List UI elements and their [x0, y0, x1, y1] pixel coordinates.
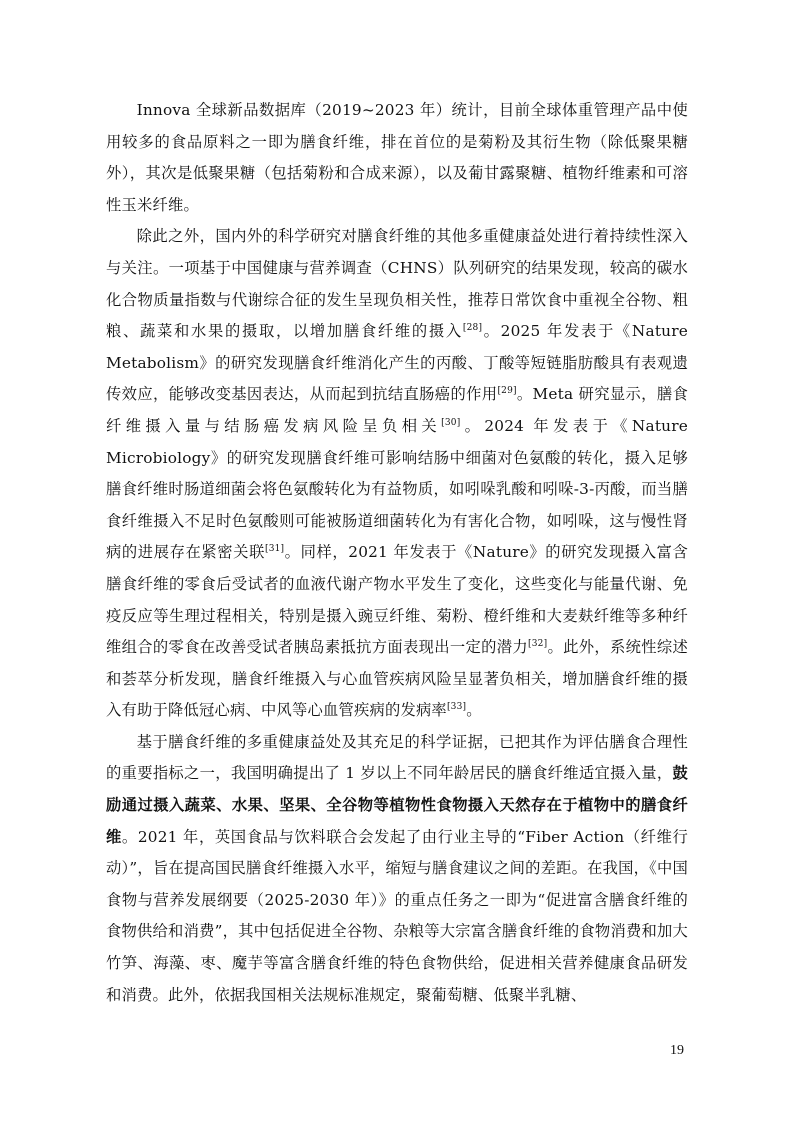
text-run: 基于膳食纤维的多重健康益处及其充足的科学证据，已把其作为评估膳食合理性的重要指标之一，我国明确提出了 1 岁以上不同年龄居民的膳食纤维适宜摄入量，	[106, 732, 688, 783]
text-run: 。此外，系统性综述和荟萃分析发现，膳食纤维摄入与心血管疾病风险呈显著负相关，增加膳食纤维的摄入有助于降低冠心病、中风等心血管疾病的发病率	[106, 638, 688, 720]
page-number: 19	[670, 1043, 684, 1058]
text-run: Innova 全球新品数据库（2019~2023 年）统计，目前全球体重管理产品中使用较多的食品原料之一即为膳食纤维，排在首位的是菊粉及其衍生物（除低聚果糖外），其次是低聚果糖（包括菊粉和合成来源），以及葡甘露聚糖、植物纤维素和可溶性玉米纤维。	[106, 101, 688, 214]
paragraph-3	[106, 727, 688, 1011]
text-run: 。2021 年，英国食品与饮料联合会发起了由行业主导的“Fiber Action（纤维行动）”，旨在提高国民膳食纤维摄入水平，缩短与膳食建议之间的差距。在我国，《中国食物与营养发展纲要（2025-2030 年）》的重点任务之一即为“促进富含膳食纤维的食物供给和消费”，其中包括促进全谷物、杂粮等大宗富含膳食纤维的食物消费和加大竹笋、海藻、枣、魔芋等富含膳食纤维的特色食物供给，促进相关营养健康食品研发和消费。此外，依据我国相关法规标准规定，聚葡萄糖、低聚半乳糖、	[106, 827, 689, 1004]
citation-ref: [28]	[462, 323, 483, 334]
text-run: 除此之外，国内外的科学研究对膳食纤维的其他多重健康益处进行着持续性深入与关注。一项基于中国健康与营养调查（CHNS）队列研究的结果发现，较高的碳水化合物质量指数与代谢综合征的发生呈现负相关性，推荐日常饮食中重视全谷物、粗粮、蔬菜和水果的摄取，以增加膳食纤维的摄入	[106, 227, 688, 341]
citation-ref: [30]	[441, 417, 461, 428]
citation-ref: [32]	[528, 639, 548, 650]
text-run: 。2025 年发表于《Nature Metabolism》的研究发现膳食纤维消化产生的丙酸、丁酸等短链脂肪酸具有表观遗传效应，能够改变基因表达，从而起到抗结直肠癌的作用	[106, 322, 688, 404]
text-run: 。	[466, 701, 482, 720]
text-run: 。2024 年发表于《Nature Microbiology》的研究发现膳食纤维可影响结肠中细菌对色氨酸的转化，摄入足够膳食纤维时肠道细菌会将色氨酸转化为有益物质，如吲哚乳酸和吲哚-3-丙酸，而当膳食纤维摄入不足时色氨酸则可能被肠道细菌转化为有害化合物，如吲哚，这与慢性肾病的进展存在紧密关联	[106, 416, 688, 562]
paragraph-2	[106, 221, 688, 727]
paragraph-1	[106, 95, 688, 221]
citation-ref: [29]	[497, 386, 517, 397]
text-run: 。同样，2021 年发表于《Nature》的研究发现摄入富含膳食纤维的零食后受试者的血液代谢产物水平发生了变化，这些变化与能量代谢、免疫反应等生理过程相关，特别是摄入豌豆纤维、菊粉、橙纤维和大麦麸纤维等多种纤维组合的零食在改善受试者胰岛素抵抗方面表现出一定的潜力	[106, 543, 688, 657]
citation-ref: [33]	[446, 702, 467, 713]
text-run: 。Meta 研究显示，膳食纤维摄入量与结肠癌发病风险呈负相关	[106, 385, 688, 435]
emphasis-text: 鼓励通过摄入蔬菜、水果、坚果、全谷物等植物性食物摄入天然存在于植物中的膳食纤维	[106, 764, 688, 846]
body-text	[106, 95, 688, 1011]
citation-ref: [31]	[264, 544, 285, 555]
